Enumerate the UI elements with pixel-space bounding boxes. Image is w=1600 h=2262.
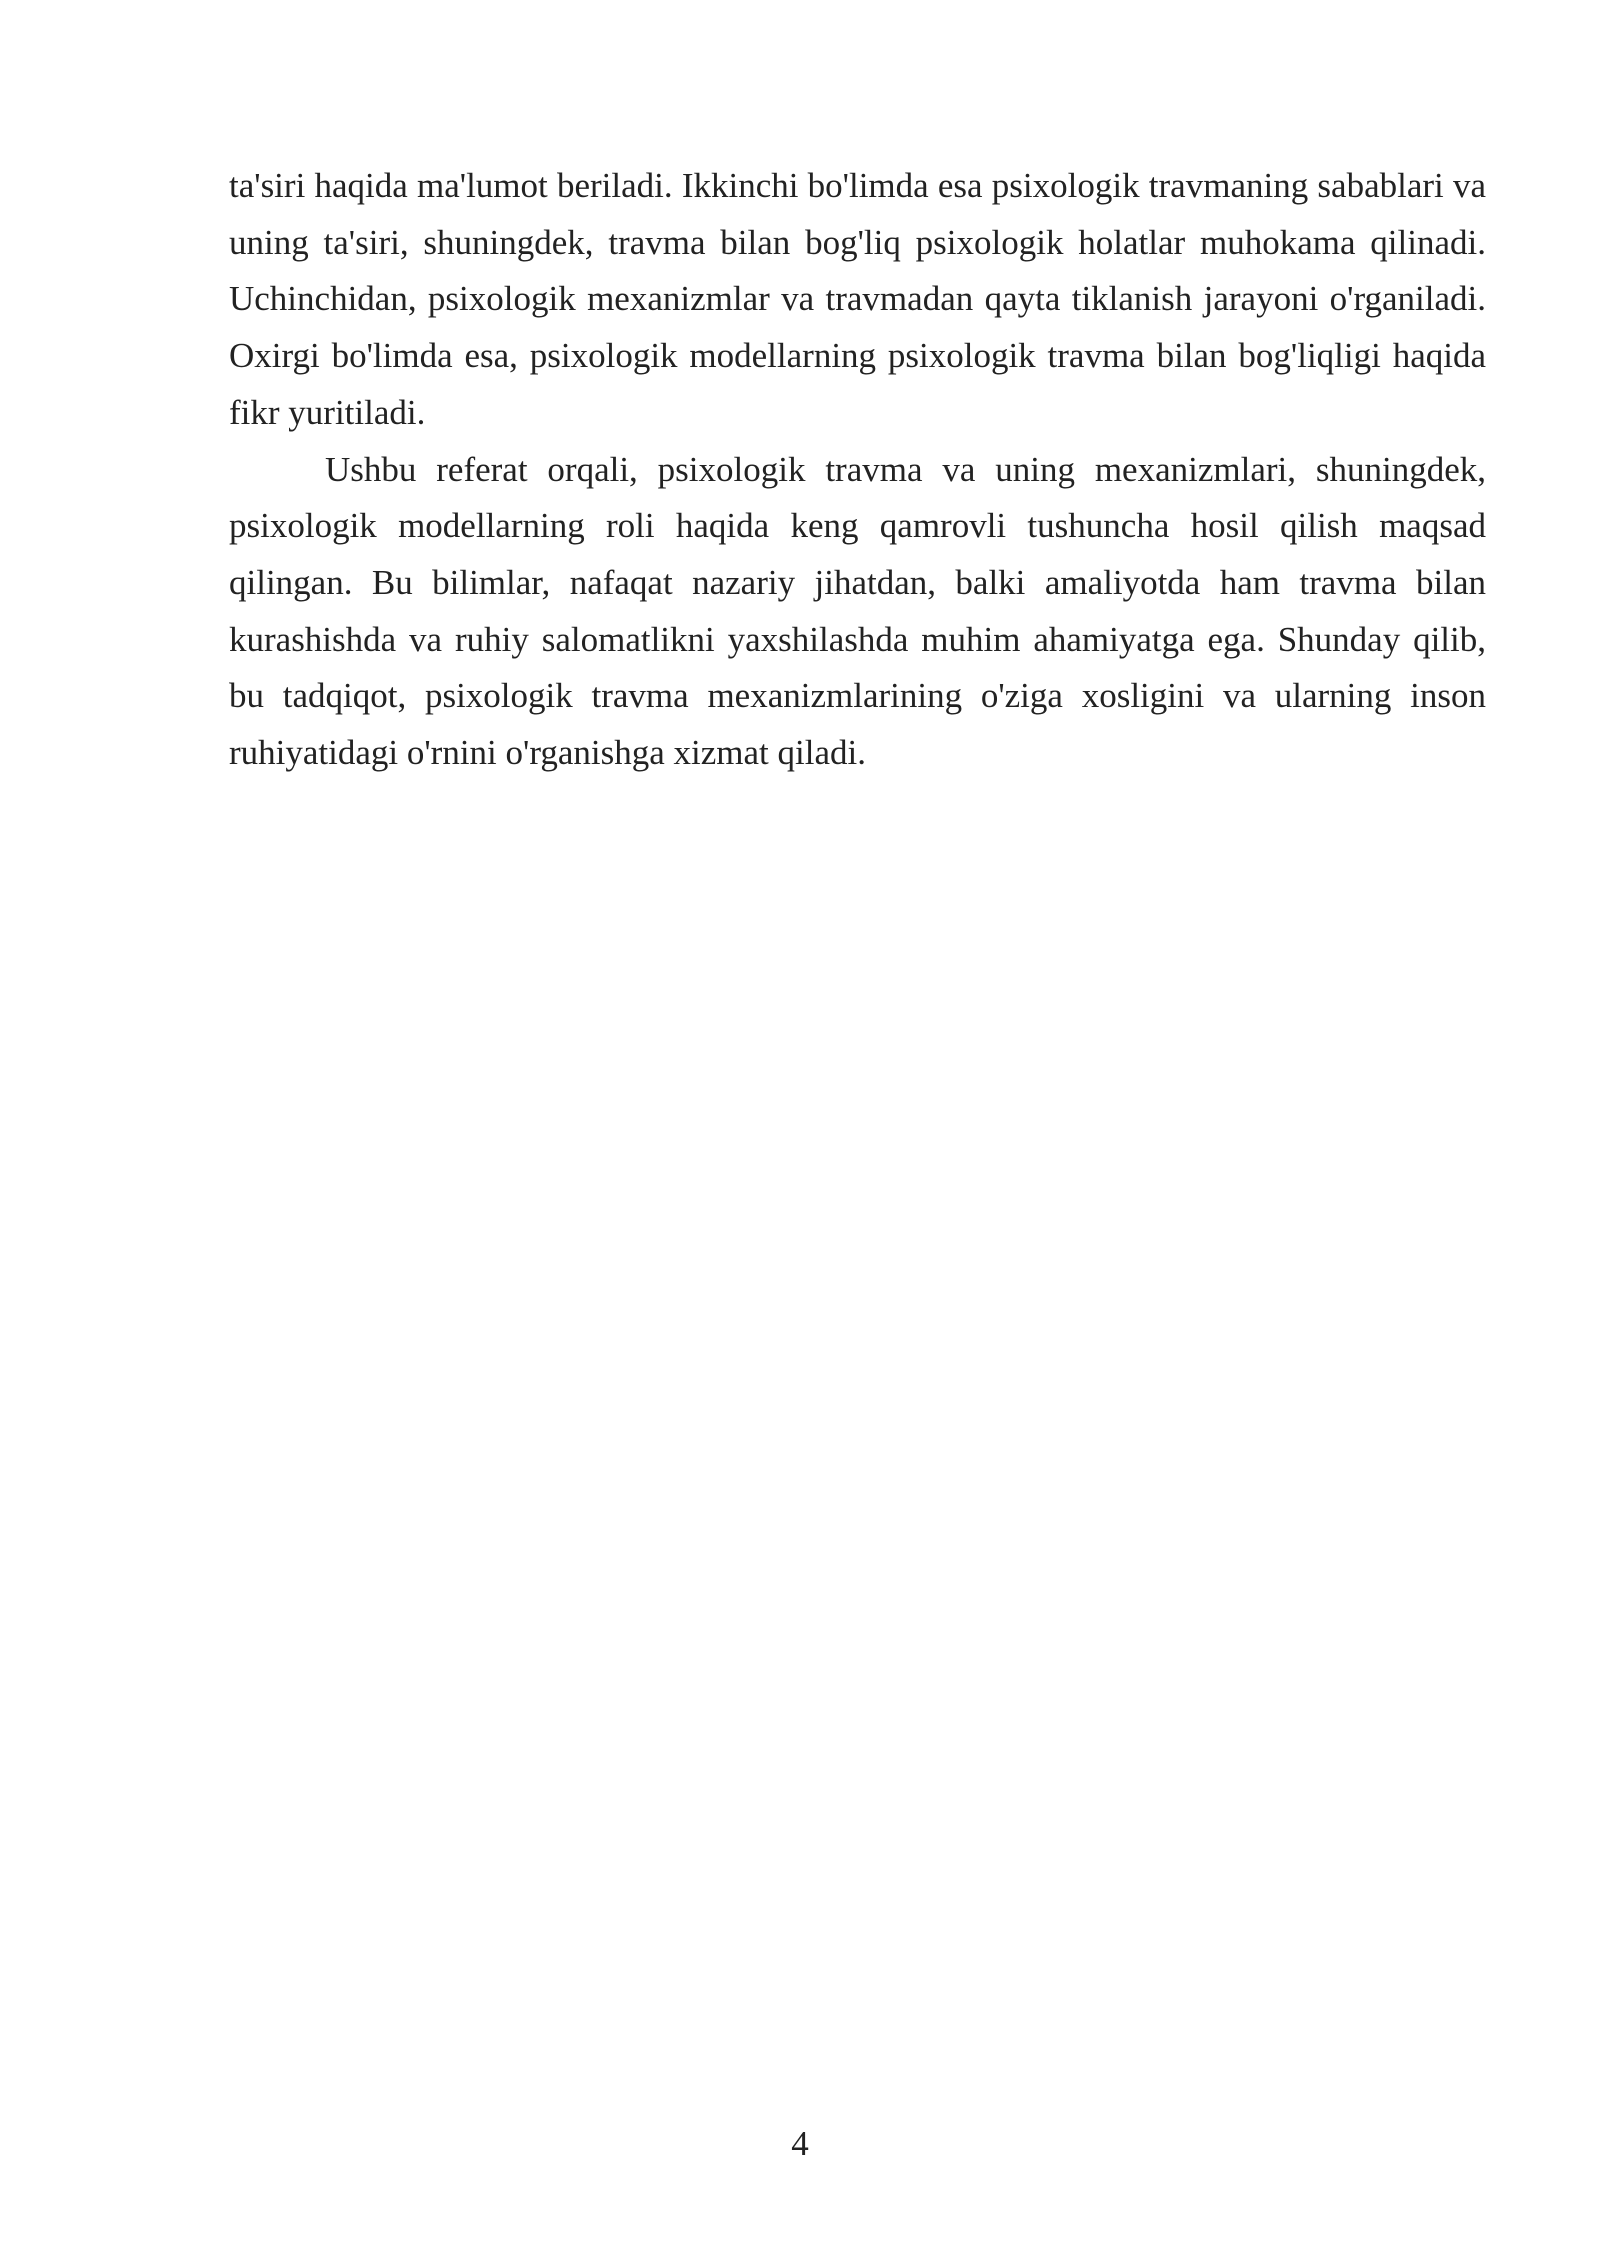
paragraph-continuation: ta'siri haqida ma'lumot beriladi. Ikkinchi bo'limda esa psixologik travmaning sabablari va uning ta'siri, shuningdek, travma bilan bog'liq psixologik holatlar muhokama qilinadi. Uchinchidan, psixologik mexanizmlar va travmadan qayta tiklanish jarayoni o'rganiladi. Oxirgi bo'limda esa, psixologik modellarning psixologik travma bilan bog'liqligi haqida fikr yuritiladi. (229, 166, 1486, 432)
body-text (229, 158, 1486, 782)
page-number: 4 (791, 2124, 809, 2163)
paragraph-summary: Ushbu referat orqali, psixologik travma va uning mexanizmlari, shuningdek, psixologik modellarning roli haqida keng qamrovli tushuncha hosil qilish maqsad qilingan. Bu bilimlar, nafaqat nazariy jihatdan, balki amaliyotda ham travma bilan kurashishda va ruhiy salomatlikni yaxshilashda muhim ahamiyatga ega. Shunday qilib, bu tadqiqot, psixologik travma mexanizmlarining o'ziga xosligini va ularning inson ruhiyatidagi o'rnini o'rganishga xizmat qiladi. (229, 449, 1486, 773)
